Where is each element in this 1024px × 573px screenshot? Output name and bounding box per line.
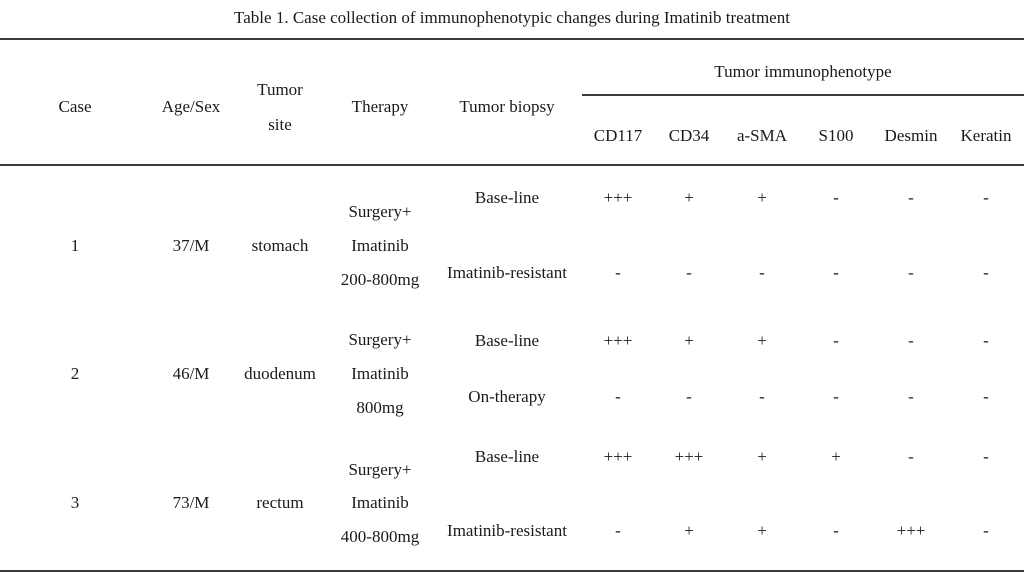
case-3-site: rectum xyxy=(256,493,304,512)
case-1-biopsy-2: Imatinib-resistant xyxy=(447,263,567,282)
case-3-b2-asma: + xyxy=(757,521,767,540)
header-tumor-site-line1: Tumor xyxy=(257,80,303,99)
case-3-b1-keratin: - xyxy=(983,447,989,466)
case-2-b1-desmin: - xyxy=(908,331,914,350)
case-3-b1-desmin: - xyxy=(908,447,914,466)
case-1-b1-asma: + xyxy=(757,188,767,207)
case-2-therapy-line3: 800mg xyxy=(356,398,404,417)
case-1-therapy-line1: Surgery+ xyxy=(348,202,412,221)
case-1-age-sex: 37/M xyxy=(172,236,210,255)
case-2-b1-cd34: + xyxy=(684,331,694,350)
header-marker-cd34: CD34 xyxy=(668,126,710,145)
case-1-b2-keratin: - xyxy=(983,263,989,282)
case-3-b2-keratin: - xyxy=(983,521,989,540)
case-2-site: duodenum xyxy=(244,364,316,383)
case-2-b2-desmin: - xyxy=(908,387,914,406)
case-2-b1-asma: + xyxy=(757,331,767,350)
case-3-age-sex: 73/M xyxy=(172,493,210,512)
case-2-biopsy-1: Base-line xyxy=(474,331,540,350)
case-3-therapy-line2: Imatinib xyxy=(351,493,409,512)
case-1-biopsy-1: Base-line xyxy=(474,188,540,207)
case-3-b2-cd34: + xyxy=(684,521,694,540)
header-tumor-site-line2: site xyxy=(268,115,292,134)
case-1-number: 1 xyxy=(70,236,80,255)
immunophenotype-rule xyxy=(582,94,1024,96)
case-1-b1-cd34: + xyxy=(684,188,694,207)
bottom-rule xyxy=(0,570,1024,572)
case-3-b1-asma: + xyxy=(757,447,767,466)
case-2-therapy-line1: Surgery+ xyxy=(348,330,412,349)
header-immunophenotype: Tumor immunophenotype xyxy=(714,62,892,81)
case-1-b1-keratin: - xyxy=(983,188,989,207)
header-therapy: Therapy xyxy=(351,97,409,116)
case-3-b2-desmin: +++ xyxy=(896,521,926,540)
case-2-b2-asma: - xyxy=(759,387,765,406)
case-2-therapy-line2: Imatinib xyxy=(351,364,409,383)
case-1-b2-desmin: - xyxy=(908,263,914,282)
case-2-age-sex: 46/M xyxy=(172,364,210,383)
header-tumor-biopsy: Tumor biopsy xyxy=(459,97,555,116)
case-2-b2-keratin: - xyxy=(983,387,989,406)
case-1-site: stomach xyxy=(251,236,309,255)
case-1-b1-s100: - xyxy=(833,188,839,207)
header-marker-cd117: CD117 xyxy=(593,126,643,145)
case-3-biopsy-2: Imatinib-resistant xyxy=(447,521,567,540)
case-1-b2-cd117: - xyxy=(615,263,621,282)
case-2-b1-s100: - xyxy=(833,331,839,350)
case-2-number: 2 xyxy=(70,364,80,383)
header-age-sex: Age/Sex xyxy=(161,97,221,116)
case-3-b1-cd34: +++ xyxy=(674,447,704,466)
header-marker-asma: a-SMA xyxy=(736,126,788,145)
case-2-b2-cd117: - xyxy=(615,387,621,406)
case-1-therapy-line3: 200-800mg xyxy=(340,270,420,289)
case-3-b2-s100: - xyxy=(833,521,839,540)
case-3-b1-cd117: +++ xyxy=(603,447,633,466)
case-2-biopsy-2: On-therapy xyxy=(468,387,546,406)
case-1-b1-cd117: +++ xyxy=(603,188,633,207)
case-1-b2-s100: - xyxy=(833,263,839,282)
case-3-b2-cd117: - xyxy=(615,521,621,540)
top-rule xyxy=(0,38,1024,40)
case-3-number: 3 xyxy=(70,493,80,512)
header-bottom-rule xyxy=(0,164,1024,166)
case-3-b1-s100: + xyxy=(831,447,841,466)
case-2-b2-s100: - xyxy=(833,387,839,406)
case-3-therapy-line3: 400-800mg xyxy=(340,527,420,546)
case-2-b2-cd34: - xyxy=(686,387,692,406)
case-1-therapy-line2: Imatinib xyxy=(351,236,409,255)
case-1-b2-cd34: - xyxy=(686,263,692,282)
header-marker-keratin: Keratin xyxy=(960,126,1012,145)
header-case: Case xyxy=(58,97,92,116)
header-marker-s100: S100 xyxy=(818,126,854,145)
case-2-b1-keratin: - xyxy=(983,331,989,350)
case-1-b2-asma: - xyxy=(759,263,765,282)
case-3-biopsy-1: Base-line xyxy=(474,447,540,466)
case-3-therapy-line1: Surgery+ xyxy=(348,460,412,479)
case-1-b1-desmin: - xyxy=(908,188,914,207)
header-marker-desmin: Desmin xyxy=(884,126,938,145)
case-2-b1-cd117: +++ xyxy=(603,331,633,350)
table-title: Table 1. Case collection of immunophenotypic changes during Imatinib treatment xyxy=(234,8,790,27)
